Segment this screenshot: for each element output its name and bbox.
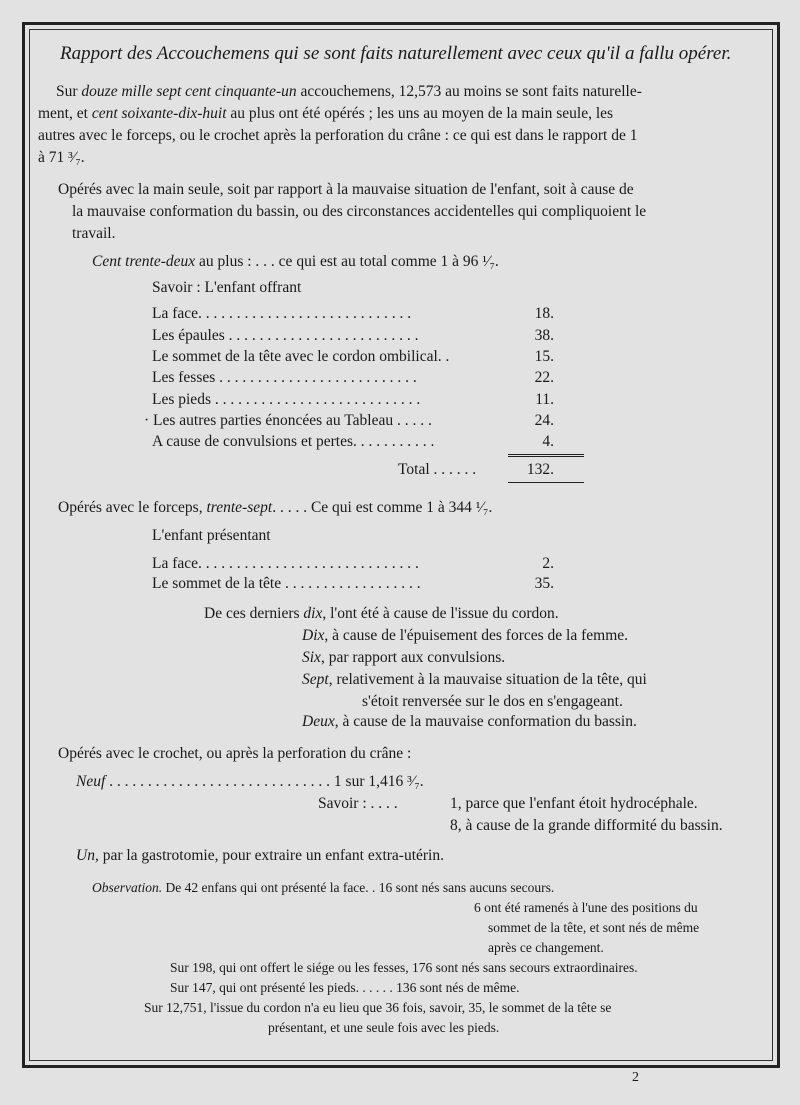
total-label: Total . . . . . . <box>398 461 477 478</box>
reason-num: Deux <box>302 713 335 730</box>
item-label: · Les autres parties énoncées au Tableau . . . . . <box>144 412 432 429</box>
gastrotomie-text: par la gastrotomie, pour extraire un enfant extra-utérin. <box>98 847 444 864</box>
item-label: Les pieds . . . . . . . . . . . . . . . . . . . . . . . . . . . <box>152 391 421 408</box>
item-label: Le sommet de la tête . . . . . . . . . . . . . . . . . . <box>152 575 421 592</box>
item-value: 24. <box>534 412 554 429</box>
crochet-savoir: Savoir : . . . . <box>318 795 398 812</box>
count-rest: au plus : . . . ce qui est au total comme 1 à 96 ¹⁄₇. <box>195 253 499 270</box>
main-seule-count <box>92 252 499 272</box>
item-value: 15. <box>534 348 554 365</box>
crochet-savoir-1: 1, parce que l'enfant étoit hydrocéphale. <box>450 795 698 812</box>
item-label: Les fesses . . . . . . . . . . . . . . . . . . . . . . . . . . <box>152 369 417 386</box>
reason-text: , à cause de l'épuisement des forces de la femme. <box>324 627 629 644</box>
intro-text: Sur <box>56 83 82 100</box>
presentant-label: L'enfant présentant <box>152 527 271 544</box>
reason-num: Sept <box>302 671 329 688</box>
item-value: 35. <box>534 575 554 592</box>
reason-line <box>302 626 628 646</box>
reason-line <box>302 670 647 690</box>
observation-line-2: 6 ont été ramenés à l'une des positions du <box>474 900 698 915</box>
intro-text: ment, et <box>38 105 92 122</box>
gastrotomie-num: Un, <box>76 847 99 864</box>
item-value: 22. <box>534 369 554 386</box>
count-label: Cent trente-deux <box>92 253 196 270</box>
item-label: A cause de convulsions et pertes. . . . . . . . . . . <box>152 433 435 450</box>
item-label: Les épaules . . . . . . . . . . . . . . . . . . . . . . . . . <box>152 327 419 344</box>
observation-line-1 <box>92 878 554 898</box>
reason-text: , à cause de la mauvaise conformation du bassin. <box>334 713 637 730</box>
item-value: 38. <box>534 327 554 344</box>
crochet-savoir-2: 8, à cause de la grande difformité du bassin. <box>450 817 723 834</box>
main-seule-line-1: Opérés avec la main seule, soit par rapport à la mauvaise situation de l'enfant, soit à cause de <box>58 181 634 198</box>
reason-text: , relativement à la mauvaise situation de la tête, qui <box>328 671 647 688</box>
observation-text: De 42 enfans qui ont présenté la face. . 16 sont nés sans aucuns secours. <box>162 880 555 895</box>
neuf-rest: . . . . . . . . . . . . . . . . . . . . . . . . . . . . . 1 sur 1,416 ³⁄₇. <box>105 773 424 790</box>
savoir-label: Savoir : L'enfant offrant <box>152 279 302 296</box>
forceps-line <box>58 498 492 518</box>
main-seule-line-2: la mauvaise conformation du bassin, ou des circonstances accidentelles qui compliquoient le <box>72 203 647 220</box>
reason-line <box>302 648 505 668</box>
intro-operated: cent soixante-dix-huit <box>91 105 227 122</box>
forceps-text: Opérés avec le forceps, <box>58 499 207 516</box>
intro-total: douze mille sept cent cinquante-un <box>81 83 297 100</box>
intro-line-1 <box>56 82 642 102</box>
item-label: Le sommet de la tête avec le cordon ombilical. . <box>152 348 450 365</box>
reason-num: Six <box>302 649 321 666</box>
derniers-text: De ces derniers <box>204 605 304 622</box>
page-title: Rapport des Accouchemens qui se sont faits naturellement avec ceux qu'il a fallu opérer. <box>60 43 732 64</box>
observation-line-8: présentant, et une seule fois avec les pieds. <box>268 1020 500 1035</box>
forceps-text: . . . . . Ce qui est comme 1 à 344 ¹⁄₇. <box>272 499 493 516</box>
item-value: 18. <box>534 305 554 322</box>
item-value: 11. <box>535 391 554 408</box>
reason-line <box>302 712 637 732</box>
crochet-line: Opérés avec le crochet, ou après la perforation du crâne : <box>58 745 412 762</box>
forceps-count: trente-sept <box>206 499 273 516</box>
gastrotomie-line <box>76 846 444 866</box>
derniers-num: dix <box>303 605 323 622</box>
observation-line-5: Sur 198, qui ont offert le siége ou les fesses, 176 sont nés sans secours extraordinaires. <box>170 960 638 975</box>
observation-line-3: sommet de la tête, et sont nés de même <box>488 920 700 935</box>
total-underline <box>508 482 584 483</box>
derniers-text: , l'ont été à cause de l'issue du cordon. <box>322 605 559 622</box>
intro-line-4: à 71 ³⁄₇. <box>38 149 85 166</box>
derniers-line <box>204 604 559 624</box>
neuf-line <box>76 772 424 792</box>
main-seule-line-3: travail. <box>72 225 116 242</box>
intro-line-3: autres avec le forceps, ou le crochet après la perforation du crâne : ce qui est dans le rapport de 1 <box>38 127 638 144</box>
observation-line-7: Sur 12,751, l'issue du cordon n'a eu lieu que 36 fois, savoir, 35, le sommet de la tête se <box>144 1000 612 1015</box>
total-rule <box>508 454 584 457</box>
page-number: 2 <box>632 1070 639 1085</box>
reason-num: Dix <box>302 627 325 644</box>
item-value: 2. <box>542 555 554 572</box>
reason-line <box>362 692 623 712</box>
observation-line-6: Sur 147, qui ont présenté les pieds. . . . . . 136 sont nés de même. <box>170 980 520 995</box>
item-label: La face. . . . . . . . . . . . . . . . . . . . . . . . . . . . . <box>152 555 419 572</box>
observation-line-4: après ce changement. <box>488 940 604 955</box>
item-value: 4. <box>542 433 554 450</box>
observation-label: Observation. <box>92 880 163 895</box>
reason-text: s'étoit renversée sur le dos en s'engageant. <box>362 693 623 710</box>
intro-line-2 <box>38 104 613 124</box>
item-label: La face. . . . . . . . . . . . . . . . . . . . . . . . . . . . <box>152 305 412 322</box>
neuf-label: Neuf <box>76 773 106 790</box>
intro-text: accouchemens, 12,573 au moins se sont faits naturelle- <box>296 83 642 100</box>
total-value: 132. <box>526 461 554 478</box>
reason-text: , par rapport aux convulsions. <box>320 649 506 666</box>
intro-text: au plus ont été opérés ; les uns au moyen de la main seule, les <box>226 105 614 122</box>
